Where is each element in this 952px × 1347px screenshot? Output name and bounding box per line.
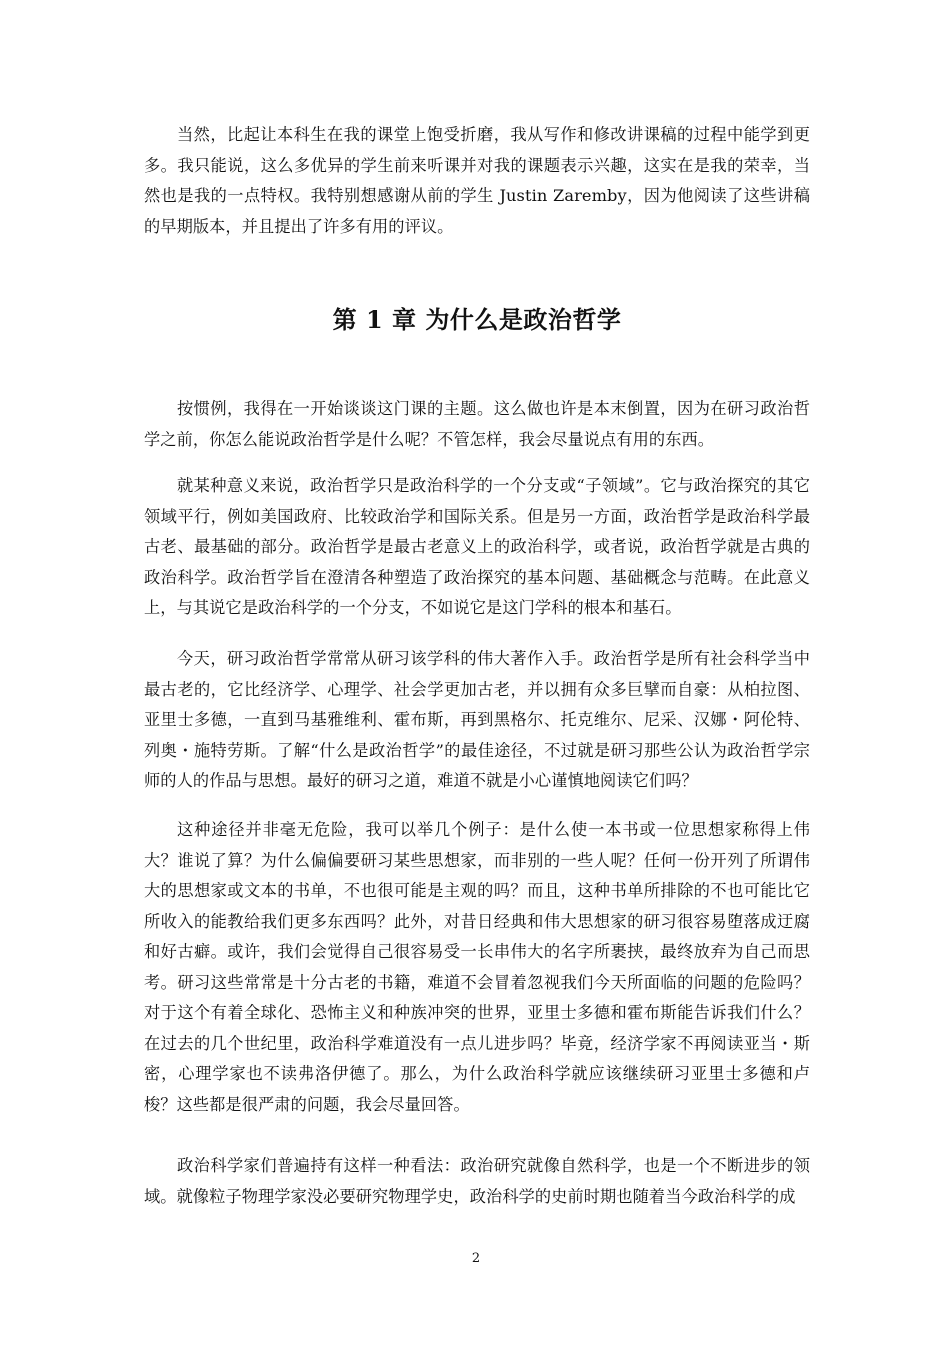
body-paragraph-1: 按惯例，我得在一开始谈谈这门课的主题。这么做也许是本末倒置，因为在研习政治哲学之前，你怎么能说政治哲学是什么呢？不管怎样，我会尽量说点有用的东西。 [144, 399, 810, 449]
body-paragraph-5: 政治科学家们普遍持有这样一种看法：政治研究就像自然科学，也是一个不断进步的领域。就像粒子物理学家没必要研究物理学史，政治科学的史前时期也随着当今政治科学的成 [144, 1156, 810, 1206]
body-paragraph-3: 今天，研习政治哲学常常从研习该学科的伟大著作入手。政治哲学是所有社会科学当中最古老的，它比经济学、心理学、社会学更加古老，并以拥有众多巨擘而自豪：从柏拉图、亚里士多德，一直到马基雅维利、霍布斯，再到黑格尔、托克维尔、尼采、汉娜・阿伦特、列奥・施特劳斯。了解“什么是政治哲学”的最佳途径，不过就是研习那些公认为政治哲学宗师的人的作品与思想。最好的研习之道，难道不就是小心谨慎地阅读它们吗？ [144, 649, 810, 790]
body-paragraph-4: 这种途径并非毫无危险，我可以举几个例子：是什么使一本书或一位思想家称得上伟大？谁说了算？为什么偏偏要研习某些思想家，而非别的一些人呢？任何一份开列了所谓伟大的思想家或文本的书单，不也很可能是主观的吗？而且，这种书单所排除的不也可能比它所收入的能教给我们更多东西吗？此外，对昔日经典和伟大思想家的研习很容易堕落成迂腐和好古癖。或许，我们会觉得自己很容易受一长串伟大的名字所裹挟，最终放弃为自己而思考。研习这些常常是十分古老的书籍，难道不会冒着忽视我们今天所面临的问题的危险吗？对于这个有着全球化、恐怖主义和种族冲突的世界，亚里士多德和霍布斯能告诉我们什么？在过去的几个世纪里，政治科学难道没有一点儿进步吗？毕竟，经济学家不再阅读亚当・斯密，心理学家也不读弗洛伊德了。那么，为什么政治科学就应该继续研习亚里士多德和卢梭？这些都是很严肃的问题，我会尽量回答。 [144, 820, 810, 1114]
body-paragraph-2: 就某种意义来说，政治哲学只是政治科学的一个分支或“子领域”。它与政治探究的其它领域平行，例如美国政府、比较政治学和国际关系。但是另一方面，政治哲学是政治科学最古老、最基础的部分。政治哲学是最古老意义上的政治科学，或者说，政治哲学就是古典的政治科学。政治哲学旨在澄清各种塑造了政治探究的基本问题、基础概念与范畴。在此意义上，与其说它是政治科学的一个分支，不如说它是这门学科的根本和基石。 [144, 476, 810, 617]
intro-paragraph: 当然，比起让本科生在我的课堂上饱受折磨，我从写作和修改讲课稿的过程中能学到更多。我只能说，这么多优异的学生前来听课并对我的课题表示兴趣，这实在是我的荣幸，当然也是我的一点特权。我特别想感谢从前的学生 Justin Zaremby，因为他阅读了这些讲稿的早期版本，并且提出了许多有用的评议。 [144, 125, 810, 236]
page-number: 2 [471, 1251, 481, 1266]
chapter-title: 第 1 章 为什么是政治哲学 [332, 305, 622, 334]
